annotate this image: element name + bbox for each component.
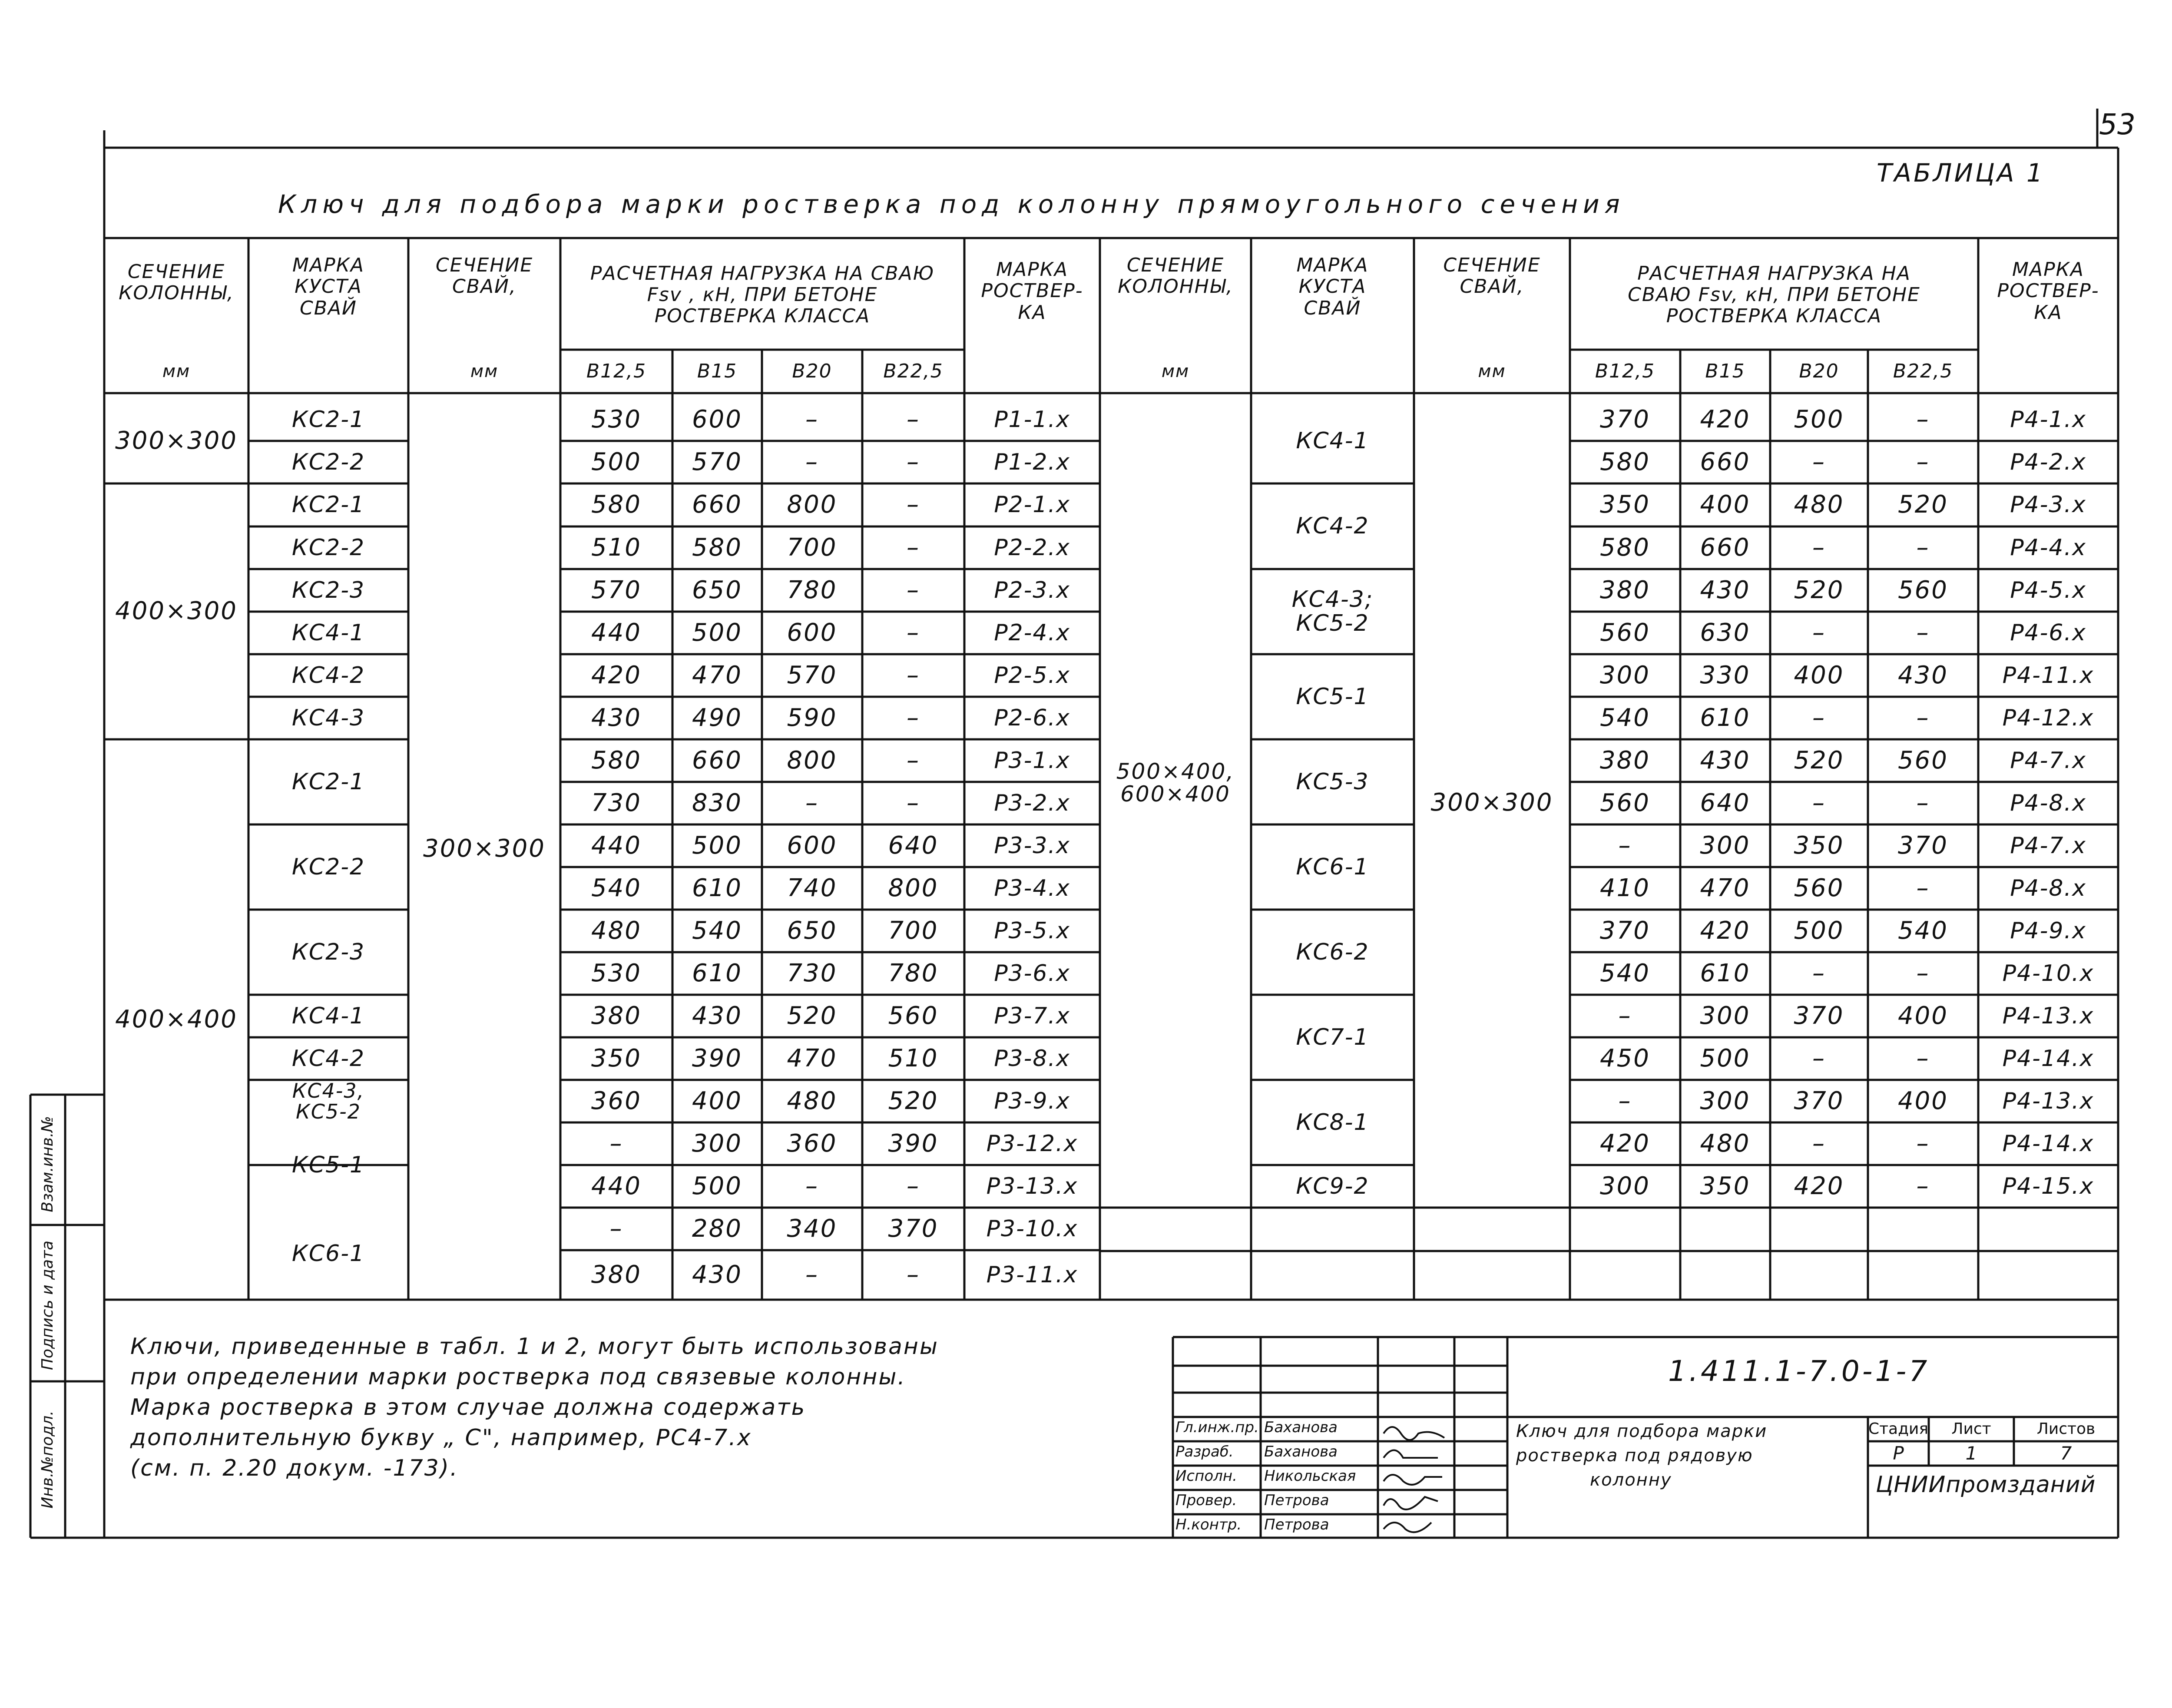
load-value-cell: –	[1916, 1129, 1930, 1158]
load-value-cell: 500	[692, 831, 742, 860]
load-value-cell: 480	[1700, 1129, 1751, 1158]
grillage-mark-cell: Р4-8.х	[2010, 790, 2086, 816]
load-value-cell: 520	[888, 1086, 939, 1115]
grillage-mark-cell: Р4-12.х	[2002, 705, 2094, 731]
grillage-mark-cell: Р1-1.х	[994, 406, 1070, 433]
load-value-cell: 420	[591, 661, 642, 689]
load-value-cell: 560	[1600, 618, 1650, 647]
load-value-cell: 300	[1700, 1001, 1751, 1030]
load-value-cell: 540	[591, 874, 642, 902]
load-value-cell: –	[1812, 1129, 1826, 1158]
pile-group-cell: КС4-1	[291, 619, 365, 646]
grillage-mark-cell: Р4-5.х	[2010, 577, 2086, 603]
load-value-cell: –	[907, 703, 920, 732]
grillage-mark-cell: Р4-7.х	[2010, 747, 2086, 774]
grillage-mark-cell: Р4-6.х	[2010, 619, 2086, 646]
load-value-cell: 540	[1600, 959, 1650, 987]
header-load-left: РАСЧЕТНАЯ НАГРУЗКА НА СВАЮ Fsv , кН, ПРИ БЕТОНЕ РОСТВЕРКА КЛАССА	[590, 262, 935, 328]
load-value-cell: 540	[1898, 916, 1948, 945]
stamp-role: Провер.	[1175, 1492, 1237, 1509]
load-value-cell: 400	[1794, 661, 1844, 689]
load-value-cell: –	[1916, 533, 1930, 562]
load-value-cell: –	[1812, 959, 1826, 987]
unit-label: мм	[162, 361, 191, 381]
load-value-cell: 560	[888, 1001, 939, 1030]
load-value-cell: –	[1812, 788, 1826, 817]
grillage-mark-cell: Р4-4.х	[2010, 534, 2086, 561]
stamp-title-line: ростверка под рядовую	[1516, 1446, 1753, 1466]
load-value-cell: 610	[1700, 959, 1751, 987]
grillage-mark-cell: Р4-13.х	[2002, 1003, 2094, 1029]
load-value-cell: 370	[1600, 916, 1650, 945]
sheet-value: 1	[1965, 1442, 1977, 1464]
load-value-cell: 830	[692, 788, 742, 817]
grillage-mark-cell: Р2-3.х	[994, 577, 1070, 603]
grillage-mark-cell: Р3-2.х	[994, 790, 1070, 816]
load-value-cell: –	[1916, 1044, 1930, 1072]
stamp-name: Петрова	[1264, 1492, 1329, 1509]
grillage-mark-cell: Р2-6.х	[994, 705, 1070, 731]
load-value-cell: 400	[1898, 1086, 1948, 1115]
load-value-cell: 480	[787, 1086, 838, 1115]
stamp-role: Н.контр.	[1175, 1516, 1242, 1533]
load-value-cell: 350	[1600, 490, 1650, 519]
load-value-cell: 520	[1898, 490, 1948, 519]
load-value-cell: 580	[1600, 447, 1650, 476]
grillage-mark-cell: Р3-5.х	[994, 917, 1070, 944]
load-value-cell: 780	[888, 959, 939, 987]
column-section-cell: 500×400, 600×400	[1116, 758, 1235, 807]
load-value-cell: 450	[1600, 1044, 1650, 1072]
grillage-mark-cell: Р3-4.х	[994, 875, 1070, 901]
load-value-cell: 600	[787, 831, 838, 860]
note-line: Марка ростверка в этом случае должна содержать	[130, 1394, 806, 1420]
load-value-cell: 570	[787, 661, 838, 689]
load-value-cell: –	[1812, 618, 1826, 647]
load-value-cell: 300	[1700, 831, 1751, 860]
load-value-cell: 530	[591, 405, 642, 434]
load-value-cell: 480	[1794, 490, 1844, 519]
pile-group-cell: КС4-2	[1296, 513, 1369, 540]
concrete-class-header: В20	[792, 360, 832, 383]
grillage-mark-cell: Р2-1.х	[994, 492, 1070, 518]
header-grillage-mark-left: МАРКА РОСТВЕР- КА	[981, 258, 1083, 324]
pile-group-cell: КС6-2	[1296, 939, 1369, 965]
load-value-cell: –	[1916, 959, 1930, 987]
load-value-cell: 400	[1898, 1001, 1948, 1030]
header-pile-section-right: СЕЧЕНИЕ СВАЙ,	[1443, 254, 1541, 298]
pile-group-cell: КС9-2	[1296, 1173, 1369, 1199]
stamp-name: Никольская	[1264, 1467, 1356, 1485]
load-value-cell: 520	[1794, 746, 1844, 775]
load-value-cell: 360	[787, 1129, 838, 1158]
concrete-class-header: В15	[697, 360, 738, 383]
concrete-class-header: В15	[1705, 360, 1745, 383]
grillage-mark-cell: Р2-2.х	[994, 534, 1070, 561]
grillage-mark-cell: Р3-11.х	[986, 1261, 1078, 1288]
column-section-cell: 400×400	[115, 1005, 238, 1033]
load-value-cell: 660	[1700, 533, 1751, 562]
grillage-mark-cell: Р3-8.х	[994, 1045, 1070, 1072]
load-value-cell: 380	[591, 1001, 642, 1030]
load-value-cell: –	[1916, 1172, 1930, 1200]
load-value-cell: –	[805, 405, 819, 434]
load-value-cell: 600	[692, 405, 742, 434]
pile-section-cell: 300×300	[1430, 788, 1553, 817]
load-value-cell: 380	[1600, 576, 1650, 604]
load-value-cell: –	[1812, 533, 1826, 562]
grillage-mark-cell: Р4-3.х	[2010, 492, 2086, 518]
load-value-cell: 500	[1794, 405, 1844, 434]
load-value-cell: 370	[888, 1214, 939, 1243]
load-value-cell: 700	[888, 916, 939, 945]
load-value-cell: –	[609, 1214, 623, 1243]
stage-header: Стадия	[1868, 1420, 1929, 1438]
load-value-cell: –	[1916, 618, 1930, 647]
load-value-cell: 610	[1700, 703, 1751, 732]
load-value-cell: –	[907, 661, 920, 689]
note-line: Ключи, приведенные в табл. 1 и 2, могут быть использованы	[130, 1334, 939, 1360]
load-value-cell: 390	[692, 1044, 742, 1072]
load-value-cell: 520	[787, 1001, 838, 1030]
pile-group-cell: КС7-1	[1296, 1024, 1369, 1050]
pile-group-cell: КС4-1	[1296, 427, 1369, 454]
load-value-cell: –	[907, 490, 920, 519]
stamp-title-line: Ключ для подбора марки	[1516, 1421, 1768, 1441]
load-value-cell: 580	[1600, 533, 1650, 562]
pile-group-cell: КС2-2	[291, 449, 365, 475]
sheets-value: 7	[2060, 1442, 2072, 1464]
load-value-cell: 660	[692, 746, 742, 775]
load-value-cell: 560	[1898, 576, 1948, 604]
load-value-cell: 740	[787, 874, 838, 902]
grillage-mark-cell: Р2-4.х	[994, 619, 1070, 646]
load-value-cell: 580	[692, 533, 742, 562]
load-value-cell: 580	[591, 490, 642, 519]
header-pile-group-mark-left: МАРКА КУСТА СВАЙ	[292, 254, 364, 319]
pile-group-cell: КС2-2	[291, 534, 365, 561]
load-value-cell: 430	[591, 703, 642, 732]
grillage-mark-cell: Р1-2.х	[994, 449, 1070, 475]
sheet-header: Лист	[1951, 1420, 1991, 1438]
load-value-cell: –	[1916, 703, 1930, 732]
load-value-cell: –	[907, 618, 920, 647]
column-section-cell: 400×300	[115, 597, 238, 626]
load-value-cell: 430	[1700, 576, 1751, 604]
load-value-cell: –	[907, 1260, 920, 1289]
load-value-cell: 610	[692, 874, 742, 902]
load-value-cell: 510	[888, 1044, 939, 1072]
load-value-cell: –	[1916, 447, 1930, 476]
load-value-cell: 570	[692, 447, 742, 476]
load-value-cell: 800	[787, 490, 838, 519]
stamp-role: Гл.инж.пр.	[1175, 1419, 1259, 1436]
column-section-cell: 300×300	[115, 426, 238, 455]
pile-section-cell: 300×300	[423, 834, 546, 863]
grillage-mark-cell: Р4-14.х	[2002, 1130, 2094, 1157]
document-code: 1.411.1-7.0-1-7	[1668, 1354, 1930, 1388]
load-value-cell: 380	[1600, 746, 1650, 775]
organization-name: ЦНИИпромзданий	[1876, 1472, 2096, 1498]
pile-group-cell: КС6-1	[1296, 854, 1369, 880]
stamp-name: Баханова	[1264, 1443, 1338, 1460]
load-value-cell: –	[1618, 1001, 1632, 1030]
grillage-mark-cell: Р3-13.х	[986, 1173, 1078, 1199]
load-value-cell: 520	[1794, 576, 1844, 604]
load-value-cell: 660	[1700, 447, 1751, 476]
side-label-original: Инв.№подл.	[39, 1410, 57, 1509]
pile-group-cell: КС5-3	[1296, 768, 1369, 795]
stage-value: Р	[1893, 1442, 1904, 1464]
pile-group-cell: КС5-1	[1296, 683, 1369, 710]
grillage-mark-cell: Р4-1.х	[2010, 406, 2086, 433]
pile-group-cell: КС4-3	[291, 705, 365, 731]
stamp-role: Исполн.	[1175, 1467, 1237, 1485]
load-value-cell: –	[907, 746, 920, 775]
load-value-cell: 360	[591, 1086, 642, 1115]
load-value-cell: 300	[1600, 1172, 1650, 1200]
grillage-mark-cell: Р3-10.х	[986, 1215, 1078, 1242]
load-value-cell: 420	[1794, 1172, 1844, 1200]
load-value-cell: 530	[591, 959, 642, 987]
grillage-mark-cell: Р3-7.х	[994, 1003, 1070, 1029]
load-value-cell: –	[1812, 1044, 1826, 1072]
load-value-cell: –	[907, 788, 920, 817]
header-column-section-right: СЕЧЕНИЕ КОЛОННЫ,	[1118, 254, 1233, 298]
grillage-mark-cell: Р4-7.х	[2010, 832, 2086, 859]
pile-group-cell: КС6-1	[291, 1240, 365, 1267]
load-value-cell: 370	[1898, 831, 1948, 860]
note-line: (см. п. 2.20 докум. -173).	[130, 1455, 459, 1481]
grillage-mark-cell: Р3-6.х	[994, 960, 1070, 986]
load-value-cell: 640	[888, 831, 939, 860]
unit-label: мм	[1478, 361, 1506, 381]
load-value-cell: 580	[591, 746, 642, 775]
pile-group-cell: КС2-1	[291, 406, 365, 433]
load-value-cell: –	[805, 1172, 819, 1200]
load-value-cell: 570	[591, 576, 642, 604]
load-value-cell: 640	[1700, 788, 1751, 817]
load-value-cell: 300	[692, 1129, 742, 1158]
grillage-mark-cell: Р4-8.х	[2010, 875, 2086, 901]
load-value-cell: 500	[1794, 916, 1844, 945]
stamp-name: Петрова	[1264, 1516, 1329, 1533]
side-label-inventory: Взам.инв.№	[39, 1116, 57, 1212]
load-value-cell: 380	[591, 1260, 642, 1289]
load-value-cell: 500	[591, 447, 642, 476]
load-value-cell: –	[805, 1260, 819, 1289]
concrete-class-header: В20	[1799, 360, 1839, 383]
load-value-cell: 350	[1700, 1172, 1751, 1200]
pile-group-cell: КС2-3	[291, 939, 365, 965]
pile-group-cell: КС8-1	[1296, 1109, 1369, 1135]
load-value-cell: –	[1618, 1086, 1632, 1115]
sheets-header: Листов	[2036, 1420, 2096, 1438]
load-value-cell: 470	[787, 1044, 838, 1072]
load-value-cell: 440	[591, 1172, 642, 1200]
header-grillage-mark-right: МАРКА РОСТВЕР- КА	[1997, 258, 2099, 324]
load-value-cell: –	[1618, 831, 1632, 860]
load-value-cell: 660	[692, 490, 742, 519]
load-value-cell: –	[1916, 405, 1930, 434]
load-value-cell: 340	[787, 1214, 838, 1243]
load-value-cell: 590	[787, 703, 838, 732]
load-value-cell: 370	[1794, 1086, 1844, 1115]
load-value-cell: –	[907, 533, 920, 562]
load-value-cell: 730	[787, 959, 838, 987]
load-value-cell: 370	[1794, 1001, 1844, 1030]
grillage-mark-cell: Р3-3.х	[994, 832, 1070, 859]
load-value-cell: –	[805, 788, 819, 817]
grillage-mark-cell: Р4-11.х	[2002, 662, 2094, 688]
load-value-cell: –	[609, 1129, 623, 1158]
load-value-cell: 430	[692, 1260, 742, 1289]
load-value-cell: –	[805, 447, 819, 476]
grillage-mark-cell: Р4-2.х	[2010, 449, 2086, 475]
load-value-cell: –	[907, 447, 920, 476]
grillage-mark-cell: Р4-10.х	[2002, 960, 2094, 986]
load-value-cell: –	[1812, 447, 1826, 476]
header-pile-group-mark-right: МАРКА КУСТА СВАЙ	[1296, 254, 1369, 319]
load-value-cell: –	[907, 1172, 920, 1200]
stamp-name: Баханова	[1264, 1419, 1338, 1436]
header-column-section-left: СЕЧЕНИЕ КОЛОННЫ,	[119, 260, 234, 304]
load-value-cell: 440	[591, 831, 642, 860]
side-label-signature-date: Подпись и дата	[39, 1240, 57, 1370]
load-value-cell: 470	[1700, 874, 1751, 902]
load-value-cell: 400	[1700, 490, 1751, 519]
load-value-cell: 510	[591, 533, 642, 562]
table-title: Ключ для подбора марки ростверка под колонну прямоугольного сечения	[278, 189, 1625, 219]
load-value-cell: 300	[1600, 661, 1650, 689]
load-value-cell: 650	[787, 916, 838, 945]
pile-group-cell: КС4-3; КС5-2	[1291, 586, 1374, 636]
concrete-class-header: В12,5	[1595, 360, 1655, 383]
pile-group-cell: КС2-1	[291, 492, 365, 518]
unit-label: мм	[470, 361, 499, 381]
load-value-cell: 560	[1898, 746, 1948, 775]
grillage-mark-cell: Р2-5.х	[994, 662, 1070, 688]
load-value-cell: 600	[787, 618, 838, 647]
pile-group-cell: КС4-1	[291, 1003, 365, 1029]
pile-group-cell: КС2-3	[291, 577, 365, 603]
load-value-cell: 370	[1600, 405, 1650, 434]
load-value-cell: 560	[1600, 788, 1650, 817]
concrete-class-header: В22,5	[883, 360, 944, 383]
concrete-class-header: В12,5	[586, 360, 647, 383]
grillage-mark-cell: Р4-13.х	[2002, 1088, 2094, 1114]
load-value-cell: 420	[1600, 1129, 1650, 1158]
load-value-cell: 430	[1700, 746, 1751, 775]
load-value-cell: 430	[1898, 661, 1948, 689]
grillage-mark-cell: Р3-9.х	[994, 1088, 1070, 1114]
header-pile-section-left: СЕЧЕНИЕ СВАЙ,	[435, 254, 533, 298]
load-value-cell: 500	[692, 1172, 742, 1200]
unit-label: мм	[1161, 361, 1190, 381]
pile-group-cell: КС4-3, КС5-2	[292, 1079, 365, 1123]
load-value-cell: 440	[591, 618, 642, 647]
load-value-cell: 610	[692, 959, 742, 987]
load-value-cell: 400	[692, 1086, 742, 1115]
pile-group-cell: КС4-2	[291, 662, 365, 688]
load-value-cell: 500	[692, 618, 742, 647]
load-value-cell: 430	[692, 1001, 742, 1030]
load-value-cell: 390	[888, 1129, 939, 1158]
load-value-cell: 490	[692, 703, 742, 732]
load-value-cell: 470	[692, 661, 742, 689]
table-label: ТАБЛИЦА 1	[1877, 158, 2045, 188]
load-value-cell: 280	[692, 1214, 742, 1243]
load-value-cell: 540	[692, 916, 742, 945]
grillage-mark-cell: Р4-9.х	[2010, 917, 2086, 944]
load-value-cell: 420	[1700, 916, 1751, 945]
pile-group-cell: КС2-1	[291, 768, 365, 795]
load-value-cell: 800	[888, 874, 939, 902]
grillage-mark-cell: Р4-14.х	[2002, 1045, 2094, 1072]
load-value-cell: 560	[1794, 874, 1844, 902]
load-value-cell: 540	[1600, 703, 1650, 732]
stamp-title-line: колонну	[1590, 1470, 1672, 1490]
load-value-cell: 800	[787, 746, 838, 775]
load-value-cell: 410	[1600, 874, 1650, 902]
pile-group-cell: КС5-1	[291, 1152, 365, 1178]
load-value-cell: 330	[1700, 661, 1751, 689]
load-value-cell: –	[907, 405, 920, 434]
load-value-cell: 630	[1700, 618, 1751, 647]
concrete-class-header: В22,5	[1893, 360, 1953, 383]
load-value-cell: –	[1812, 703, 1826, 732]
page-number: 53	[2099, 108, 2136, 141]
load-value-cell: 350	[591, 1044, 642, 1072]
load-value-cell: 780	[787, 576, 838, 604]
load-value-cell: –	[907, 576, 920, 604]
load-value-cell: 420	[1700, 405, 1751, 434]
note-line: дополнительную букву „ С", например, РС4-7.х	[130, 1425, 752, 1451]
grillage-mark-cell: Р3-12.х	[986, 1130, 1078, 1157]
load-value-cell: 650	[692, 576, 742, 604]
grillage-mark-cell: Р3-1.х	[994, 747, 1070, 774]
load-value-cell: 730	[591, 788, 642, 817]
note-line: при определении марки ростверка под связевые колонны.	[130, 1364, 906, 1390]
load-value-cell: 500	[1700, 1044, 1751, 1072]
grillage-mark-cell: Р4-15.х	[2002, 1173, 2094, 1199]
load-value-cell: 480	[591, 916, 642, 945]
header-load-right: РАСЧЕТНАЯ НАГРУЗКА НА СВАЮ Fsv, кН, ПРИ БЕТОНЕ РОСТВЕРКА КЛАССА	[1628, 262, 1920, 328]
pile-group-cell: КС4-2	[291, 1045, 365, 1072]
load-value-cell: –	[1916, 788, 1930, 817]
pile-group-cell: КС2-2	[291, 854, 365, 880]
load-value-cell: 350	[1794, 831, 1844, 860]
load-value-cell: 700	[787, 533, 838, 562]
stamp-role: Разраб.	[1175, 1443, 1234, 1460]
load-value-cell: –	[1916, 874, 1930, 902]
load-value-cell: 300	[1700, 1086, 1751, 1115]
